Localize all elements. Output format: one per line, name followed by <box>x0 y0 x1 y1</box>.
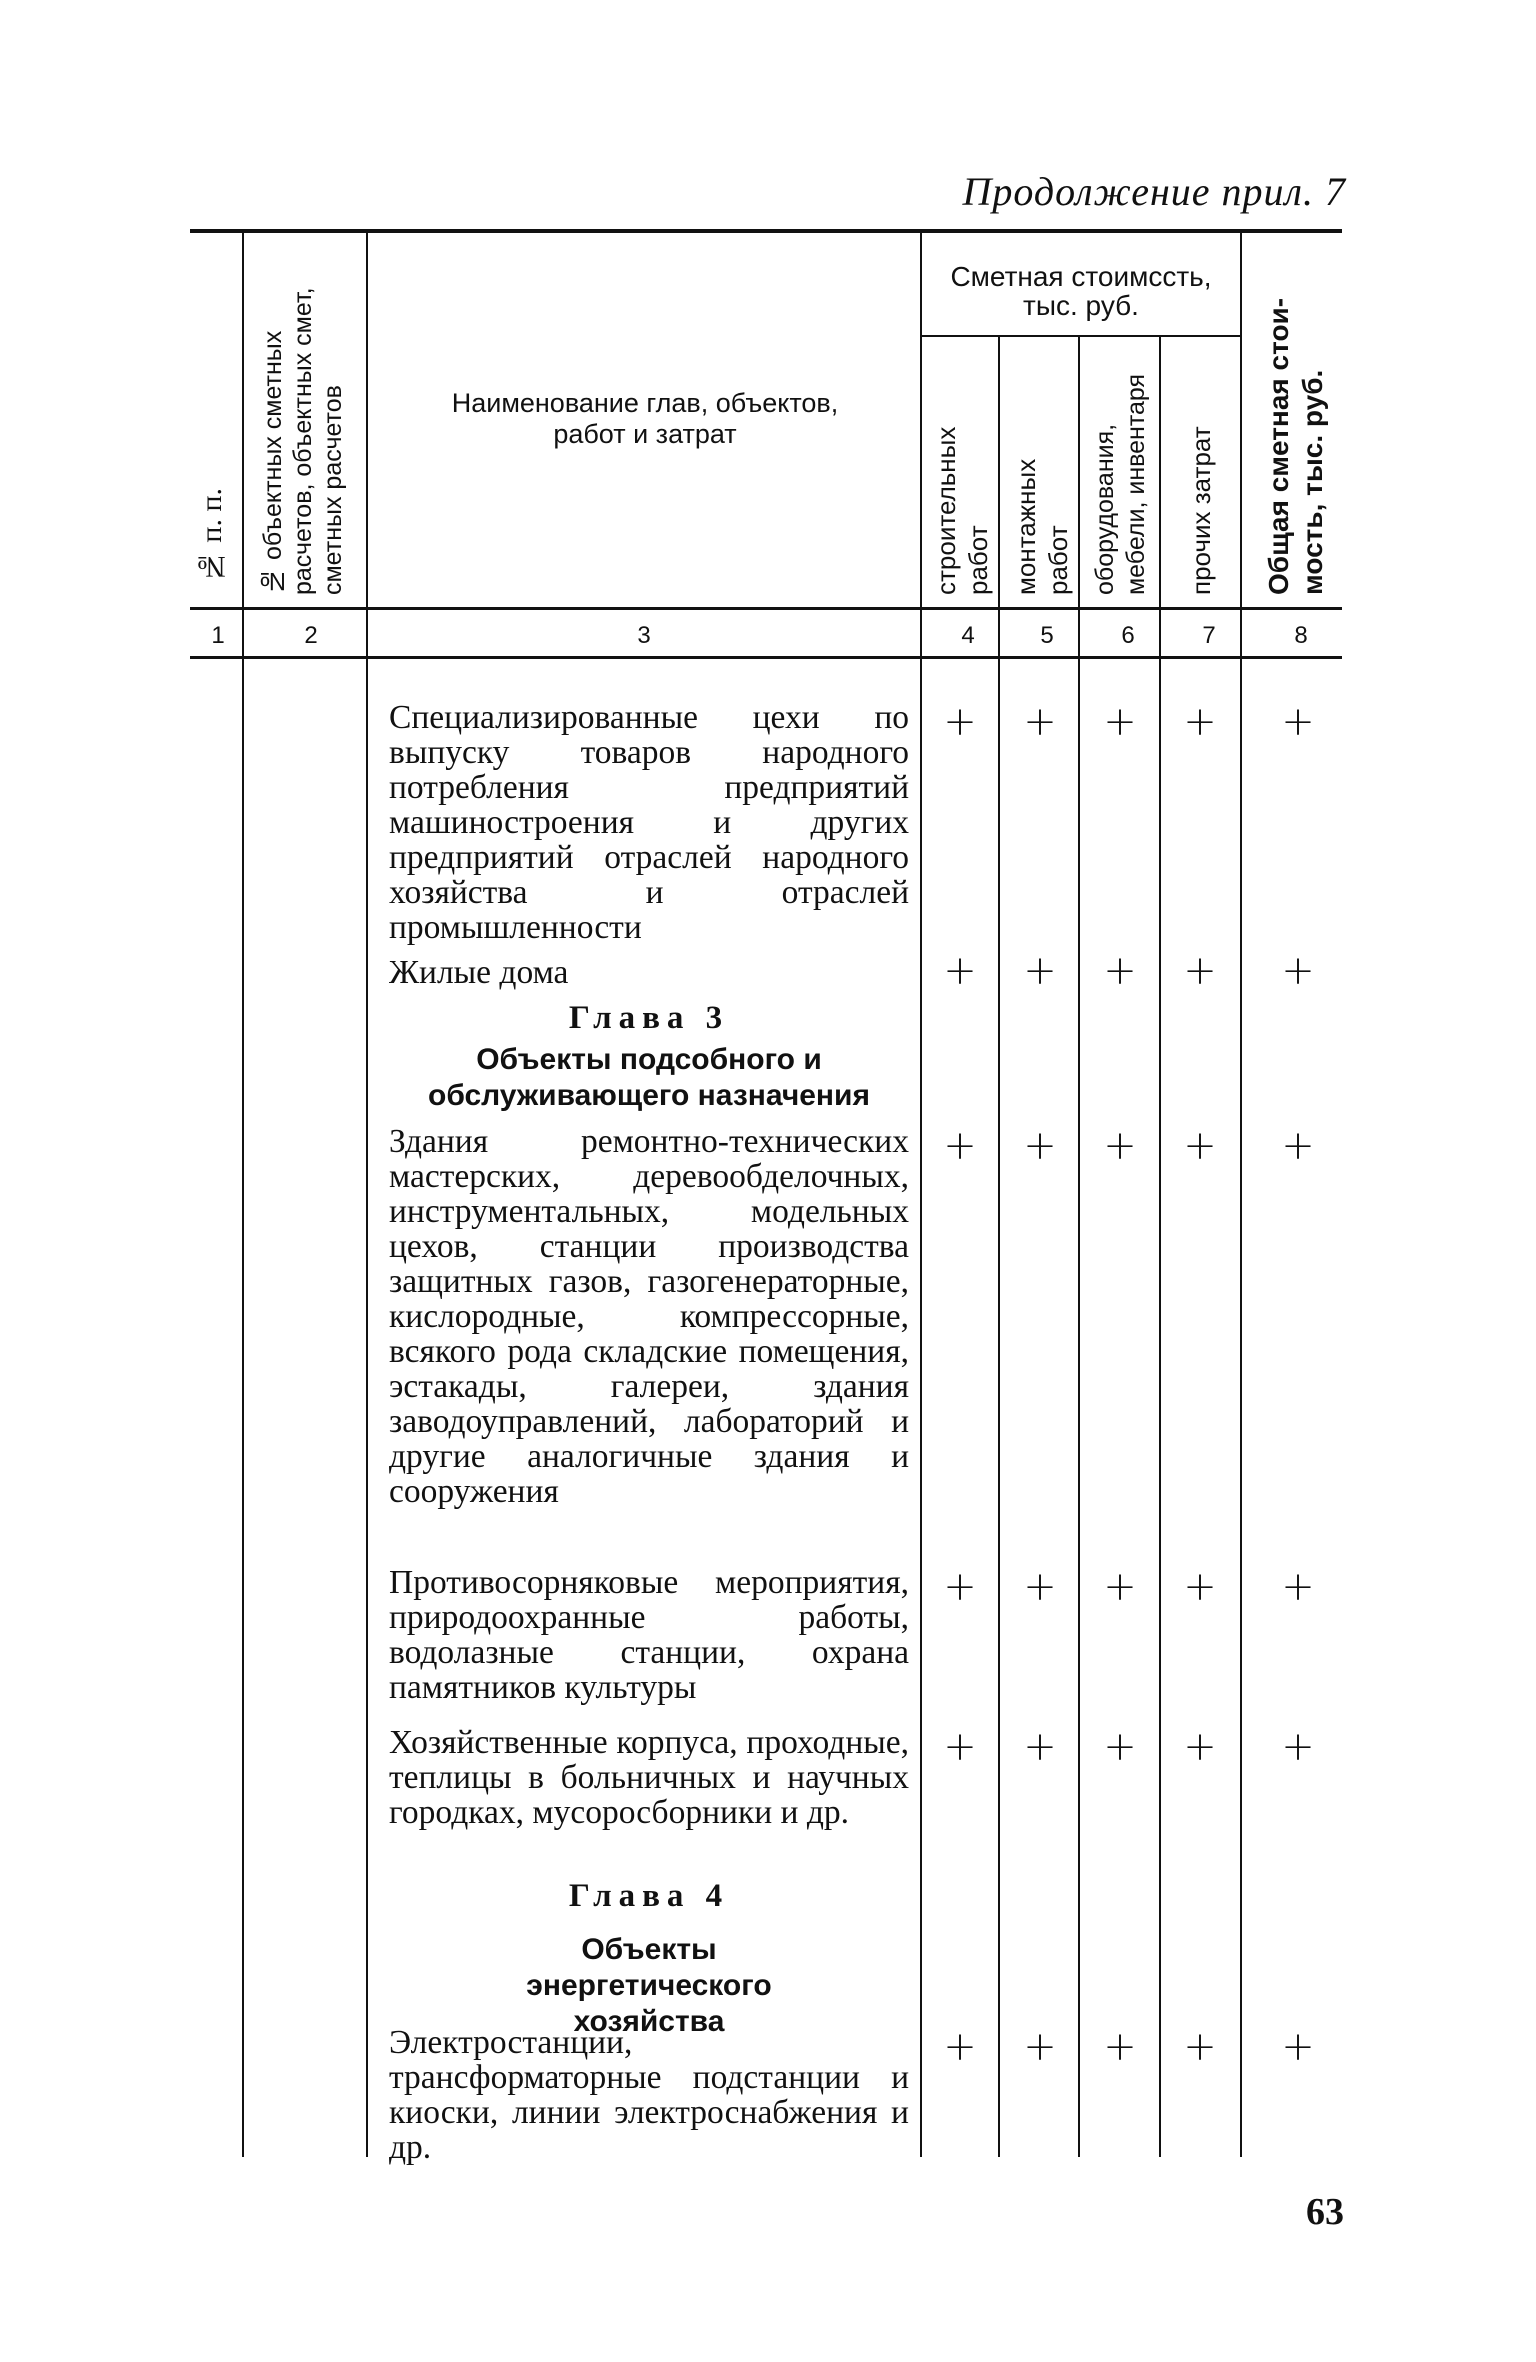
header-col8 <box>1262 270 1330 595</box>
cell-mark: + <box>1183 699 1217 745</box>
header-col4-line2: работ <box>963 525 993 595</box>
column-number-7: 7 <box>1202 622 1216 649</box>
col-divider-4 <box>998 336 1000 2157</box>
header-col3-line2: работ и затрат <box>553 419 737 449</box>
table-row-power-stations: Электростанции, трансформаторные подстанции и киоски, линии электроснабжения и др. <box>389 2024 909 2166</box>
cell-mark: + <box>1183 948 1217 994</box>
header-col6-line1: оборудования, <box>1091 423 1119 595</box>
cell-mark: + <box>943 1724 977 1770</box>
table-row-residential: Жилые дома <box>389 954 569 991</box>
cell-mark: + <box>1183 1123 1217 1169</box>
col-divider-7 <box>1240 232 1242 2157</box>
header-col6 <box>1090 345 1152 595</box>
running-head: Продолжение прил. 7 <box>962 169 1346 214</box>
chapter-3-title: Объекты подсобного и обслуживающего назначения <box>428 1043 870 1112</box>
column-number-8: 8 <box>1294 622 1308 649</box>
header-col5-line1: монтажных <box>1011 458 1041 595</box>
cell-mark: + <box>1281 2024 1315 2070</box>
page-number: 63 <box>1306 2191 1344 2233</box>
header-col2 <box>258 245 348 595</box>
cell-mark: + <box>1023 1564 1057 1610</box>
cell-mark: + <box>1103 1724 1137 1770</box>
header-col3 <box>380 388 910 450</box>
col-divider-1 <box>242 232 244 2157</box>
col-divider-3 <box>920 232 922 2157</box>
column-number-4: 4 <box>961 622 975 649</box>
cell-mark: + <box>1281 948 1315 994</box>
cell-mark: + <box>1103 699 1137 745</box>
cell-mark: + <box>1103 2024 1137 2070</box>
cell-mark: + <box>1281 699 1315 745</box>
numbers-bottom-rule <box>190 656 1342 659</box>
cell-mark: + <box>1281 1564 1315 1610</box>
cell-mark: + <box>1103 948 1137 994</box>
cell-mark: + <box>1023 2024 1057 2070</box>
header-col8-line1: Общая сметная стои- <box>1263 297 1294 595</box>
chapter-3-label: Глава 3 <box>568 1000 730 1036</box>
column-number-6: 6 <box>1121 622 1135 649</box>
col-divider-5 <box>1078 336 1080 2157</box>
cell-mark: + <box>1023 1724 1057 1770</box>
table-row-household-buildings: Хозяйственные корпуса, проходные, теплицы в больничных и научных городках, мусоросборники и др. <box>389 1724 909 1831</box>
cell-mark: + <box>1023 1123 1057 1169</box>
cost-group-rule <box>922 335 1240 337</box>
cell-mark: + <box>1281 1123 1315 1169</box>
cell-mark: + <box>943 699 977 745</box>
col-divider-2 <box>366 232 368 2157</box>
header-col8-line2: мость, тыс. руб. <box>1297 369 1328 595</box>
cell-mark: + <box>943 1123 977 1169</box>
column-number-2: 2 <box>304 622 318 649</box>
cell-mark: + <box>1103 1564 1137 1610</box>
header-col7-line1: прочих затрат <box>1186 426 1216 595</box>
col-divider-6 <box>1159 336 1161 2157</box>
cell-mark: + <box>943 948 977 994</box>
header-col2-line2: расчетов, объектных смет, <box>289 287 317 595</box>
header-cost-group <box>925 262 1237 320</box>
cell-mark: + <box>1023 699 1057 745</box>
chapter-4-label: Глава 4 <box>568 1878 730 1914</box>
column-number-1: 1 <box>211 622 225 649</box>
cell-mark: + <box>1281 1724 1315 1770</box>
column-number-5: 5 <box>1040 622 1054 649</box>
cell-mark: + <box>1183 1564 1217 1610</box>
header-col2-line1: № объектных сметных <box>259 330 287 595</box>
header-col7 <box>1185 350 1217 595</box>
cell-mark: + <box>1183 2024 1217 2070</box>
chapter-4-title: Объекты энергетического хозяйства <box>526 1933 772 2038</box>
table-row-environmental-works: Противосорняковые мероприятия, природоохранные работы, водолазные станции, охрана памятников культуры <box>389 1564 909 1706</box>
header-col3-line1: Наименование глав, объектов, <box>451 388 839 418</box>
header-col6-line2: мебели, инвентаря <box>1122 373 1150 595</box>
header-col5 <box>1010 350 1074 595</box>
cell-mark: + <box>1183 1724 1217 1770</box>
header-bottom-rule <box>190 607 1342 610</box>
cell-mark: + <box>1023 948 1057 994</box>
header-col4-line1: строительных <box>931 426 961 595</box>
header-col4 <box>930 350 994 595</box>
cell-mark: + <box>943 1564 977 1610</box>
header-cost-group-line2: тыс. руб. <box>1023 290 1139 321</box>
table-top-rule <box>190 229 1342 233</box>
column-number-3: 3 <box>637 622 651 649</box>
header-cost-group-line1: Сметная стоимсcть, <box>950 261 1212 292</box>
cell-mark: + <box>1103 1123 1137 1169</box>
table-row-specialized-shops: Специализированные цехи по выпуску товаров народного потребления предприятий машиностроения и других предприятий отраслей народного хозяйства и отраслей промышленности <box>389 699 909 946</box>
header-col1: № п. п. <box>195 488 228 584</box>
table-row-auxiliary-buildings: Здания ремонтно-технических мастерских, деревообделочных, инструментальных, модельных цехов, станции производства защитных газов, газогенераторные, кислородные, компрессорные, всякого рода складские помещения, эстакады, галереи, здания заводоуправлений, лабораторий и другие аналогичные здания и сооружения <box>389 1123 909 1510</box>
header-col5-line2: работ <box>1043 525 1073 595</box>
cell-mark: + <box>943 2024 977 2070</box>
header-col2-line3: сметных расчетов <box>319 385 347 595</box>
